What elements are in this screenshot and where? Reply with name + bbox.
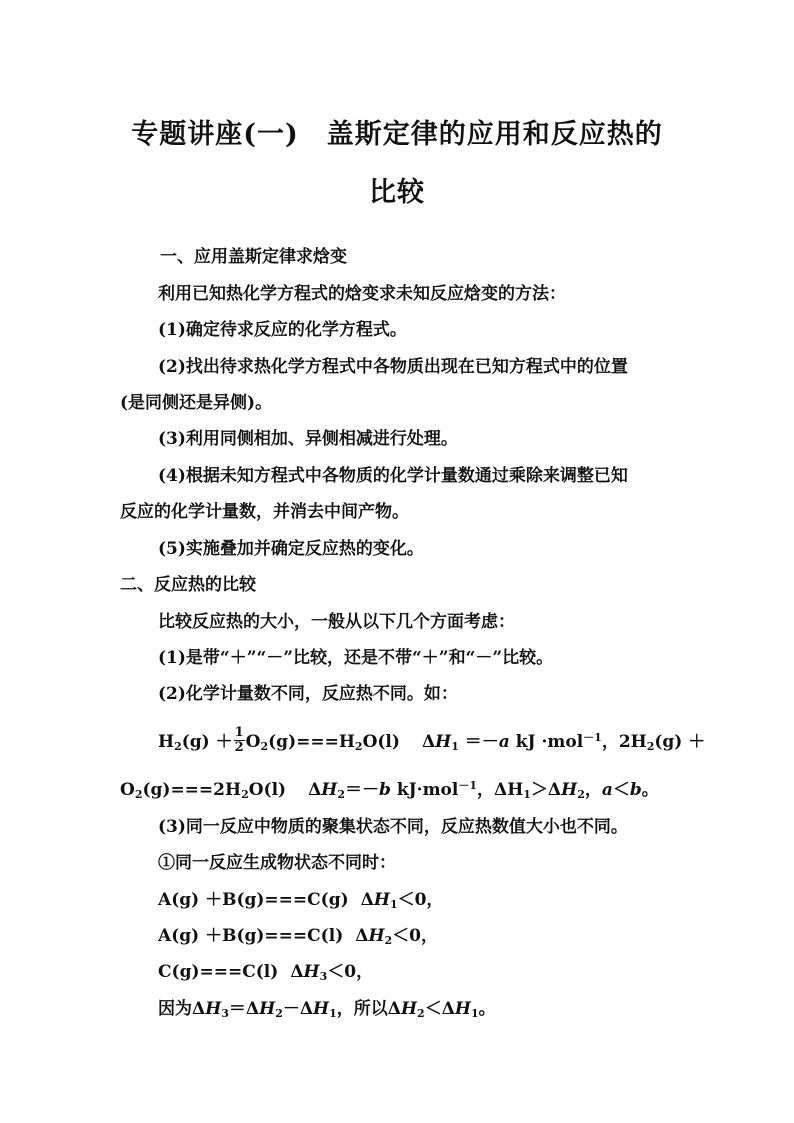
conclusion-line: 因为$\Delta H_3=\Delta H_2-\Delta H_1$，所以$\Delta H_2<\Delta H_1$。	[158, 999, 496, 1020]
step-2-line2: (是同侧还是异侧)。	[120, 393, 273, 413]
section2-heading: 二、反应热的比较	[120, 575, 256, 595]
page-title-line2: 比较	[369, 177, 425, 208]
fraction-one-half: $\frac{1}{2}$	[234, 725, 244, 755]
section2-intro: 比较反应热的大小，一般从以下几个方面考虑：	[158, 612, 515, 632]
point-1: (1)是带“＋”“－”比较，还是不带“＋”和“－”比较。	[158, 648, 554, 668]
equation-ab-to-c-gas: A(g) ＋B(g)===C(g) $\Delta H_1<0$，	[158, 890, 444, 911]
step-4-line1: (4)根据未知方程式中各物质的化学计量数通过乘除来调整已知	[158, 466, 628, 486]
equation-hydrogen-1: $H_2(g)$ ＋ $\frac{1}{2}$ $O_2(g)===H_2O(l)$ $\Delta H_1 =-a$ kJ ·mol$^{-1}$，$2H_2(g)$ ＋	[158, 725, 706, 755]
step-4-line2: 反应的化学计量数，并消去中间产物。	[120, 502, 409, 522]
point-3: (3)同一反应中物质的聚集状态不同，反应热数值大小也不同。	[158, 817, 628, 837]
section1-heading: 一、应用盖斯定律求焓变	[160, 247, 347, 267]
page-title-line1: 专题讲座(一) 盖斯定律的应用和反应热的	[131, 119, 663, 150]
section1-intro: 利用已知热化学方程式的焓变求未知反应焓变的方法：	[158, 284, 566, 304]
equation-hydrogen-2: $O_2(g)===2H_2O(l)$ $\Delta H_2=-b$ kJ·mol$^{-1}$，$\Delta H_1>\Delta H_2$，a＜b。	[120, 779, 659, 801]
step-1: (1)确定待求反应的化学方程式。	[158, 320, 407, 340]
step-2-line1: (2)找出待求热化学方程式中各物质出现在已知方程式中的位置	[158, 357, 628, 377]
equation-ab-to-c-liquid: A(g) ＋B(g)===C(l) $\Delta H_2<0$，	[158, 926, 438, 947]
step-3: (3)利用同侧相加、异侧相减进行处理。	[158, 429, 458, 449]
sub-point-1: ①同一反应生成物状态不同时：	[158, 853, 396, 873]
point-2: (2)化学计量数不同，反应热不同。如：	[158, 684, 458, 704]
equation-c-gas-to-liquid: C(g)===C(l) $\Delta H_3<0$，	[158, 962, 374, 983]
step-5: (5)实施叠加并确定反应热的变化。	[158, 539, 424, 559]
